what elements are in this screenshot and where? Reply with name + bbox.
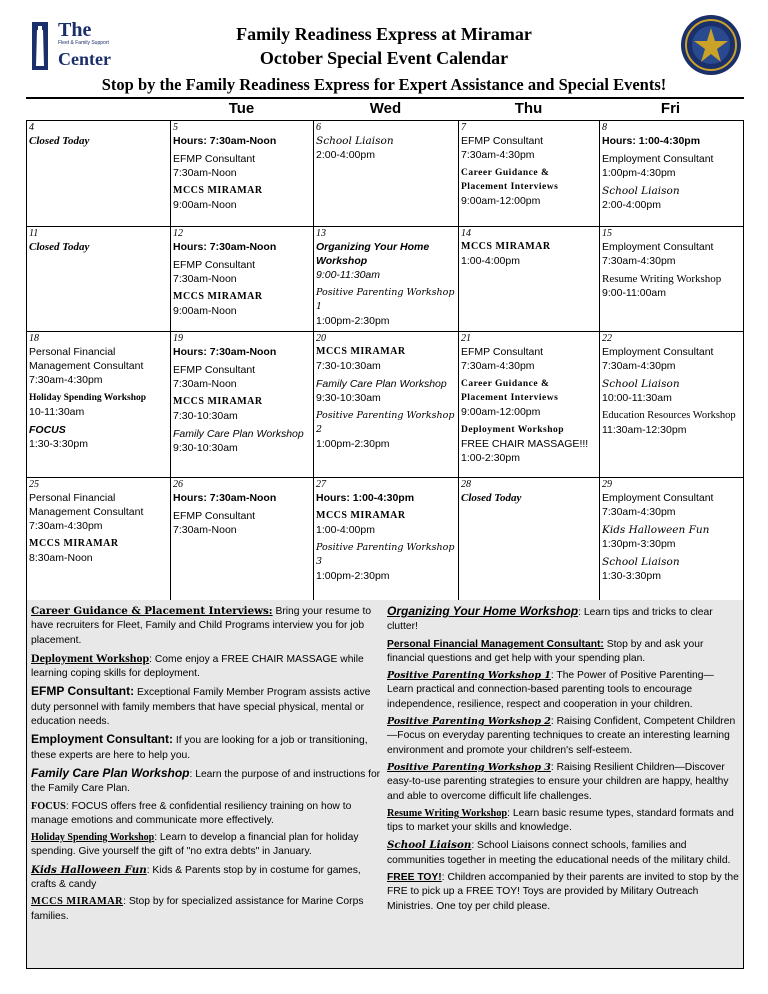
event-label: Resume Writing Workshop — [602, 273, 722, 285]
event-label: EFMP Consultant — [173, 510, 256, 522]
date-number: 7 — [461, 122, 466, 133]
description-text: : School Liaisons connect schools, families and communities together in meeting the educational needs of the military child. — [387, 840, 731, 866]
event-time: 7:30am-4:30pm — [602, 506, 676, 518]
description-heading: Career Guidance & Placement Interviews: — [31, 605, 273, 617]
description-item — [387, 871, 739, 914]
event-time: 1:00pm-4:30pm — [602, 167, 676, 179]
description-item — [31, 800, 381, 829]
description-item — [387, 604, 739, 635]
event-label: Personal Financial Management Consultant — [29, 346, 144, 372]
description-text: : Learn tips and tricks to clear clutter! — [387, 607, 713, 633]
event-label: FOCUS — [29, 424, 66, 436]
divider — [26, 97, 744, 99]
description-text: : Come enjoy a FREE CHAIR MASSAGE while learning coping skills for deployment. — [31, 653, 364, 680]
description-text: : Stop by for specialized assistance for Marine Corps families. — [31, 896, 364, 922]
day-header-tue: Tue — [228, 100, 255, 117]
date-number: 27 — [316, 479, 326, 490]
description-heading: Resume Writing Workshop — [387, 807, 508, 819]
event-time: 7:30am-Noon — [173, 378, 237, 390]
hours-label: Hours: 7:30am-Noon — [173, 492, 277, 504]
event-time: 1:00pm-2:30pm — [316, 438, 390, 450]
event-time: 1:30pm-3:30pm — [602, 538, 676, 550]
event-label: Employment Consultant — [602, 241, 714, 253]
description-heading: School Liaison — [387, 839, 472, 852]
event-label: MCCS MIRAMAR — [29, 538, 119, 549]
date-number: 22 — [602, 333, 612, 344]
description-item — [31, 895, 381, 924]
logo-the: The — [58, 19, 92, 41]
description-text: : Children accompanied by their parents are invited to stop by the FRE to pick up a FREE TOY! Toys are provided by Military Outreach Ministries. One toy per child please. — [387, 872, 739, 912]
calendar-cell — [600, 227, 743, 332]
date-number: 25 — [29, 479, 39, 490]
calendar-cell — [27, 121, 171, 227]
closed-label: Closed Today — [29, 135, 90, 147]
calendar-cell — [314, 227, 459, 332]
logo-center: Center — [58, 49, 111, 69]
date-number: 18 — [29, 333, 39, 344]
hours-label: Hours: 1:00-4:30pm — [602, 135, 701, 147]
date-number: 14 — [461, 228, 471, 239]
calendar-cell — [600, 332, 743, 478]
description-heading: Organizing Your Home Workshop — [387, 604, 579, 618]
calendar-cell — [27, 478, 171, 601]
event-time: 7:30am-4:30pm — [29, 374, 103, 386]
calendar-cell — [459, 478, 600, 601]
calendar-cell — [459, 227, 600, 332]
event-time: 7:30am-4:30pm — [602, 360, 676, 372]
day-header-fri: Fri — [660, 100, 681, 117]
description-item — [387, 715, 739, 758]
description-heading: Family Care Plan Workshop — [31, 765, 190, 780]
event-descriptions — [26, 600, 744, 969]
event-label: Positive Parenting Workshop 1 — [316, 287, 455, 312]
page-title: Family Readiness Express at Miramar — [236, 24, 532, 44]
hours-label: Hours: 1:00-4:30pm — [316, 492, 415, 504]
event-label: School Liaison — [316, 135, 394, 147]
event-label: Positive Parenting Workshop 3 — [316, 542, 455, 567]
calendar-grid — [26, 120, 744, 602]
description-heading: FOCUS — [31, 800, 66, 812]
description-text: Stop by and ask your financial questions and get help with your spending plan. — [387, 638, 704, 664]
description-item — [31, 831, 381, 860]
calendar-cell — [600, 121, 743, 227]
hours-label: Hours: 7:30am-Noon — [173, 241, 277, 253]
description-item — [387, 838, 739, 868]
event-label: School Liaison — [602, 378, 680, 390]
date-number: 13 — [316, 228, 326, 239]
descriptions-right-column — [387, 604, 739, 917]
event-time: 9:00am-12:00pm — [461, 406, 541, 418]
event-label: School Liaison — [602, 556, 680, 568]
description-item — [387, 638, 739, 667]
date-number: 12 — [173, 228, 183, 239]
event-label: Family Care Plan Workshop — [173, 428, 304, 440]
event-time: 9:30-10:30am — [316, 392, 381, 404]
event-time: 7:30am-Noon — [173, 273, 237, 285]
event-label: Holiday Spending Workshop — [29, 393, 147, 403]
calendar-cell — [27, 332, 171, 478]
description-item — [31, 766, 381, 797]
date-number: 4 — [29, 122, 34, 133]
event-label: Education Resources Workshop — [602, 410, 736, 421]
description-text: : Learn to develop a financial plan for holiday spending. Give yourself the gift of "no extra debts" in January. — [31, 832, 359, 858]
description-item — [387, 669, 739, 712]
description-text: : Raising Confident, Competent Children—Focus on everyday parenting techniques to create an interesting learning environment and promote your children's self-esteem. — [387, 716, 736, 756]
event-label: Employment Consultant — [602, 492, 714, 504]
description-heading: FREE TOY! — [387, 872, 442, 884]
description-text: Exceptional Family Member Program assists active duty personnel with family members that have special physical, mental or education needs. — [31, 687, 371, 728]
event-time: 10:00-11:30am — [602, 392, 672, 404]
calendar-cell — [600, 478, 743, 601]
event-time: 1:30-3:30pm — [602, 570, 661, 582]
event-label: Personal Financial Management Consultant — [29, 492, 144, 518]
event-label: MCCS MIRAMAR — [316, 346, 406, 357]
calendar-cell — [171, 332, 314, 478]
description-heading: Positive Parenting Workshop 3 — [387, 761, 551, 773]
description-item — [31, 604, 381, 648]
event-label: Family Care Plan Workshop — [316, 378, 447, 390]
event-label: EFMP Consultant — [173, 259, 256, 271]
hours-label: Hours: 7:30am-Noon — [173, 346, 277, 358]
event-label: Kids Halloween Fun — [602, 524, 710, 536]
event-time: 9:00am-Noon — [173, 305, 237, 317]
description-heading: Deployment Workshop — [31, 650, 150, 665]
date-number: 11 — [29, 228, 39, 239]
description-item — [31, 732, 381, 763]
calendar-cell — [314, 121, 459, 227]
event-label: MCCS MIRAMAR — [461, 241, 551, 252]
event-time: 7:30am-4:30pm — [461, 360, 535, 372]
description-item — [31, 863, 381, 893]
event-time: 1:00-2:30pm — [461, 452, 520, 464]
description-text: If you are looking for a job or transitioning, these experts are here to help you. — [31, 735, 368, 761]
description-heading: Kids Halloween Fun — [31, 863, 147, 876]
page-subtitle: October Special Event Calendar — [259, 48, 509, 68]
description-text: : Raising Resilient Children—Discover easy-to-use parenting strategies to ensure your children are happy, healthy and able to overcome difficult life challenges. — [387, 761, 729, 802]
closed-label: Closed Today — [461, 492, 522, 504]
date-number: 26 — [173, 479, 183, 490]
event-label: FREE CHAIR MASSAGE!!! — [461, 438, 589, 450]
calendar-cell — [459, 332, 600, 478]
hours-label: Hours: 7:30am-Noon — [173, 135, 277, 147]
event-time: 2:00-4:00pm — [316, 149, 375, 161]
closed-label: Closed Today — [29, 241, 90, 253]
description-text: : Learn the purpose of and instructions for the Family Care Plan. — [31, 768, 381, 795]
event-time: 2:00-4:00pm — [602, 199, 661, 211]
event-label: Employment Consultant — [602, 153, 714, 165]
event-time: 1:00pm-2:30pm — [316, 315, 390, 327]
event-label: Career Guidance & Placement Interviews — [461, 379, 559, 403]
event-time: 1:30-3:30pm — [29, 438, 88, 450]
description-heading: Personal Financial Management Consultant: — [387, 638, 604, 650]
event-time: 9:00-11:00am — [602, 287, 667, 299]
date-number: 19 — [173, 333, 183, 344]
description-item — [387, 807, 739, 836]
event-time: 11:30am-12:30pm — [602, 424, 687, 436]
event-time: 9:00-11:30am — [316, 269, 381, 281]
calendar-cell — [314, 478, 459, 601]
event-label: MCCS MIRAMAR — [316, 510, 406, 521]
description-heading: EFMP Consultant: — [31, 684, 135, 699]
day-header-wed: Wed — [369, 100, 402, 117]
event-label: Organizing Your Home Workshop — [316, 241, 430, 267]
calendar-cell — [27, 227, 171, 332]
description-text: : FOCUS offers free & confidential resiliency training on how to manage emotions and communicate more effectively. — [31, 800, 352, 826]
calendar-cell — [314, 332, 459, 478]
calendar-cell — [171, 227, 314, 332]
event-time: 7:30am-4:30pm — [29, 520, 103, 532]
event-label: EFMP Consultant — [461, 346, 544, 358]
description-item — [387, 761, 739, 804]
date-number: 15 — [602, 228, 612, 239]
date-number: 29 — [602, 479, 612, 490]
event-label: EFMP Consultant — [173, 153, 256, 165]
description-text: Bring your resume to have recruiters for Fleet, Family and Child Programs interview you for job placement. — [31, 606, 372, 646]
event-time: 7:30am-Noon — [173, 167, 237, 179]
event-time: 9:00am-12:00pm — [461, 195, 541, 207]
description-text: : Kids & Parents stop by in costume for games, crafts & candy — [31, 864, 361, 891]
tagline: Stop by the Family Readiness Express for Expert Assistance and Special Events! — [101, 75, 667, 94]
event-label: MCCS MIRAMAR — [173, 396, 263, 407]
date-number: 5 — [173, 122, 178, 133]
event-time: 9:30-10:30am — [173, 442, 238, 454]
descriptions-left-column — [31, 604, 381, 927]
description-heading: Positive Parenting Workshop 2 — [387, 716, 551, 728]
event-time: 8:30am-Noon — [29, 552, 93, 564]
calendar-cell — [171, 121, 314, 227]
event-label: MCCS MIRAMAR — [173, 291, 263, 302]
logo-subtitle: Fleet & Family Support — [58, 40, 109, 46]
event-time: 7:30am-4:30pm — [461, 149, 535, 161]
event-time: 1:00-4:00pm — [461, 255, 520, 267]
date-number: 21 — [461, 333, 471, 344]
description-text: : Learn basic resume types, standard formats and tips to market your skills and knowledge. — [387, 807, 734, 834]
day-header-thu: Thu — [514, 100, 543, 117]
event-label: Positive Parenting Workshop 2 — [316, 410, 455, 435]
description-heading: Holiday Spending Workshop — [31, 832, 155, 844]
description-item — [31, 651, 381, 682]
event-time: 7:30am-4:30pm — [602, 255, 676, 267]
event-time: 1:00-4:00pm — [316, 524, 375, 536]
event-label: Deployment Workshop — [461, 425, 565, 435]
event-label: EFMP Consultant — [461, 135, 544, 147]
description-heading: Positive Parenting Workshop 1 — [387, 670, 551, 682]
event-time: 7:30-10:30am — [316, 360, 381, 372]
date-number: 28 — [461, 479, 471, 490]
event-label: School Liaison — [602, 185, 680, 197]
description-item — [31, 684, 381, 729]
description-heading: MCCS MIRAMAR — [31, 896, 124, 908]
event-time: 1:00pm-2:30pm — [316, 570, 390, 582]
event-time: 9:00am-Noon — [173, 199, 237, 211]
description-heading: Employment Consultant: — [31, 732, 174, 747]
event-time: 10-11:30am — [29, 406, 85, 418]
calendar-cell — [171, 478, 314, 601]
description-text: : The Power of Positive Parenting—Learn practical and connection-based parenting tools to encourage independence, resilience, respect and cooperation in your children. — [387, 670, 714, 710]
event-time: 7:30am-Noon — [173, 524, 237, 536]
date-number: 8 — [602, 122, 607, 133]
event-label: Employment Consultant — [602, 346, 714, 358]
event-label: Career Guidance & Placement Interviews — [461, 168, 559, 192]
calendar-cell — [459, 121, 600, 227]
event-label: MCCS MIRAMAR — [173, 185, 263, 196]
event-time: 7:30-10:30am — [173, 410, 238, 422]
event-label: EFMP Consultant — [173, 364, 256, 376]
date-number: 20 — [316, 333, 326, 344]
date-number: 6 — [316, 122, 321, 133]
